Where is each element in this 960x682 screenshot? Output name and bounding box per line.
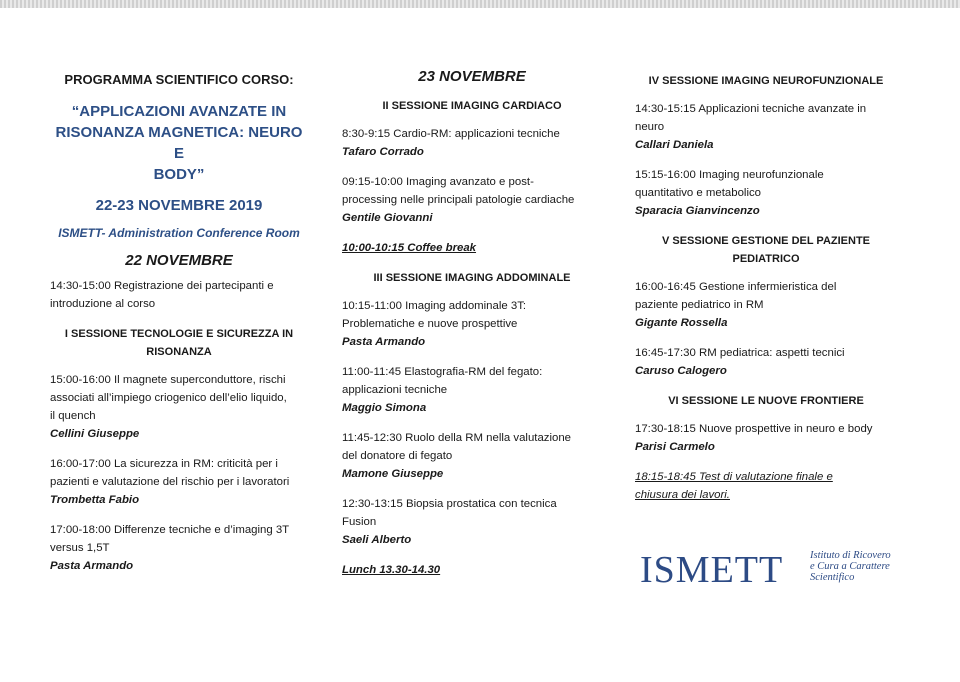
agenda-text-line: 16:00-17:00 La sicurezza in RM: criticità per i: [50, 458, 278, 470]
agenda-text-line: del donatore di fegato: [342, 450, 453, 462]
agenda-text-line: associati all’impiego criogenico dell’elio liquido,: [50, 392, 287, 404]
agenda-text-line: il quench: [50, 410, 96, 422]
logo-subtitle: [810, 550, 891, 583]
speaker-name: Caruso Calogero: [635, 365, 727, 377]
session-heading: IV SESSIONE IMAGING NEUROFUNZIONALE: [648, 75, 884, 87]
speaker-name: Pasta Armando: [50, 560, 134, 572]
speaker-name: Maggio Simona: [342, 402, 427, 414]
agenda-text-line: 14:30-15:15 Applicazioni tecniche avanzate in: [635, 103, 867, 115]
logo-subtitle-line: Istituto di Ricovero: [810, 550, 891, 561]
ismett-logo: [640, 548, 910, 594]
column-day-2-afternoon: [635, 66, 897, 516]
agenda-item: [635, 420, 897, 456]
agenda-item: [635, 344, 897, 380]
final-test-line: chiusura dei lavori.: [635, 489, 730, 501]
course-title-line: BODY”: [153, 166, 205, 183]
program-title: PROGRAMMA SCIENTIFICO CORSO:: [64, 72, 294, 87]
course-venue: ISMETT- Administration Conference Room: [58, 226, 300, 240]
agenda-item: [50, 277, 308, 313]
agenda-text-line: neuro: [635, 121, 665, 133]
agenda-item: [635, 100, 897, 154]
agenda-text-line: pazienti e valutazione del rischio per i lavoratori: [50, 476, 290, 488]
session-heading-line: PEDIATRICO: [732, 253, 800, 265]
lunch-break: Lunch 13.30-14.30: [342, 564, 441, 576]
day-heading: 23 NOVEMBRE: [418, 68, 526, 85]
agenda-item: [635, 278, 897, 332]
agenda-item: [50, 455, 308, 509]
column-day-2-morning: [342, 66, 602, 591]
session-heading-line: V SESSIONE GESTIONE DEL PAZIENTE: [661, 235, 871, 247]
session-heading: VI SESSIONE LE NUOVE FRONTIERE: [668, 395, 864, 407]
agenda-text-line: 10:15-11:00 Imaging addominale 3T:: [342, 300, 527, 312]
speaker-name: Parisi Carmelo: [635, 441, 715, 453]
final-test: [635, 468, 897, 504]
course-dates: 22-23 NOVEMBRE 2019: [95, 197, 263, 214]
logo-wordmark: ISMETT: [640, 549, 784, 591]
agenda-item: [342, 429, 602, 483]
agenda-text-line: paziente pediatrico in RM: [635, 299, 764, 311]
session-heading: II SESSIONE IMAGING CARDIACO: [382, 100, 562, 112]
speaker-name: Cellini Giuseppe: [50, 428, 140, 440]
course-title-line: RISONANZA MAGNETICA: NEURO E: [55, 124, 303, 162]
speaker-name: Pasta Armando: [342, 336, 426, 348]
agenda-text-line: processing nelle principali patologie cardiache: [342, 194, 575, 206]
agenda-item: [342, 297, 602, 351]
agenda-text-line: 16:00-16:45 Gestione infermieristica del: [635, 281, 837, 293]
agenda-item: [50, 371, 308, 443]
agenda-item: [342, 495, 602, 549]
session-heading: [50, 325, 308, 361]
speaker-name: Sparacia Gianvincenzo: [635, 205, 760, 217]
agenda-text-line: 15:00-16:00 Il magnete superconduttore, rischi: [50, 374, 286, 386]
agenda-item: [635, 166, 897, 220]
session-heading-line: I SESSIONE TECNOLOGIE E SICUREZZA IN: [64, 328, 294, 340]
agenda-text-line: applicazioni tecniche: [342, 384, 448, 396]
session-heading: [635, 232, 897, 268]
session-heading: III SESSIONE IMAGING ADDOMINALE: [373, 272, 571, 284]
speaker-name: Gigante Rossella: [635, 317, 728, 329]
course-title-line: “APPLICAZIONI AVANZATE IN: [71, 103, 287, 120]
agenda-text-line: 16:45-17:30 RM pediatrica: aspetti tecnici: [635, 347, 845, 359]
agenda-item: [342, 173, 602, 227]
day-heading: 22 NOVEMBRE: [125, 252, 233, 269]
speaker-name: Trombetta Fabio: [50, 494, 140, 506]
session-heading-line: RISONANZA: [146, 346, 212, 358]
agenda-text-line: quantitativo e metabolico: [635, 187, 762, 199]
agenda-text-line: 12:30-13:15 Biopsia prostatica con tecnica: [342, 498, 557, 510]
agenda-text-line: 11:45-12:30 Ruolo della RM nella valutazione: [342, 432, 572, 444]
speaker-name: Mamone Giuseppe: [342, 468, 444, 480]
agenda-text-line: Problematiche e nuove prospettive: [342, 318, 518, 330]
agenda-text-line: 09:15-10:00 Imaging avanzato e post-: [342, 176, 534, 188]
column-day-1: [50, 66, 308, 587]
speaker-name: Callari Daniela: [635, 139, 714, 151]
speaker-name: Gentile Giovanni: [342, 212, 433, 224]
coffee-break: 10:00-10:15 Coffee break: [342, 242, 477, 254]
agenda-text-line: 14:30-15:00 Registrazione dei partecipanti e: [50, 280, 274, 292]
agenda-text-line: introduzione al corso: [50, 298, 156, 310]
logo-subtitle-line: e Cura a Carattere: [810, 561, 890, 572]
agenda-text-line: versus 1,5T: [50, 542, 110, 554]
agenda-text-line: Fusion: [342, 516, 377, 528]
agenda-text-line: 15:15-16:00 Imaging neurofunzionale: [635, 169, 824, 181]
logo-subtitle-line: Scientifico: [810, 572, 855, 583]
course-title: [50, 101, 308, 185]
final-test-line: 18:15-18:45 Test di valutazione finale e: [635, 471, 833, 483]
top-border-band: [0, 0, 960, 8]
agenda-text-line: 11:00-11:45 Elastografia-RM del fegato:: [342, 366, 543, 378]
agenda-item: [342, 363, 602, 417]
agenda-item: [50, 521, 308, 575]
agenda-item: [342, 125, 602, 161]
speaker-name: Tafaro Corrado: [342, 146, 424, 158]
agenda-text-line: 17:00-18:00 Differenze tecniche e d’imaging 3T: [50, 524, 290, 536]
agenda-text-line: 17:30-18:15 Nuove prospettive in neuro e body: [635, 423, 873, 435]
agenda-text-line: 8:30-9:15 Cardio-RM: applicazioni tecniche: [342, 128, 560, 140]
speaker-name: Saeli Alberto: [342, 534, 412, 546]
